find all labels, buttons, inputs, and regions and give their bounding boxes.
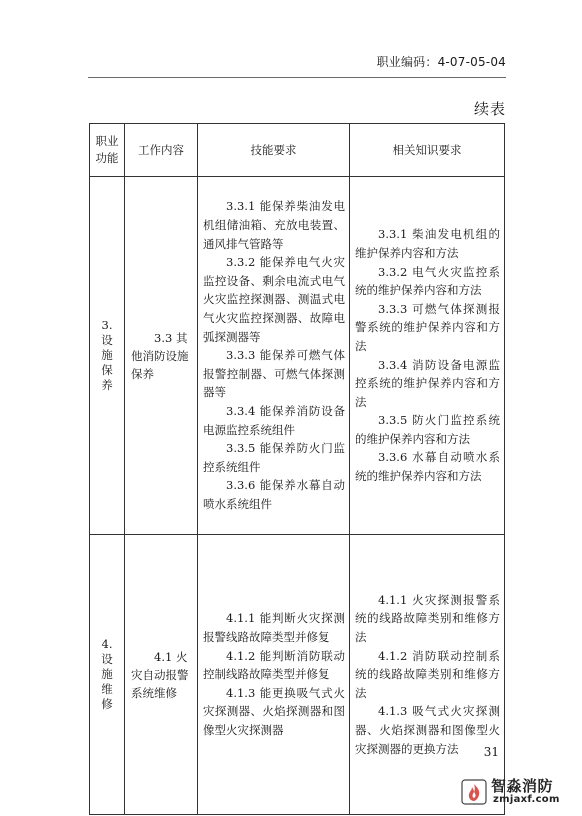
watermark-url: zmjaxf.com — [493, 794, 560, 805]
knowledge-item: 3.3.1 柴油发电机组的维护保养内容和方法 — [355, 227, 500, 260]
work-content-cell — [125, 535, 198, 815]
function-char: 保 — [101, 363, 113, 377]
skill-item: 3.3.4 能保养消防设备电源监控系统组件 — [203, 403, 345, 437]
skill-item: 3.3.6 能保养水幕自动喷水系统组件 — [203, 478, 345, 511]
skill-item: 3.3.1 能保养柴油发电机组储油箱、充放电装置、通风排气管路等 — [203, 199, 345, 251]
knowledge-item: 3.3.3 可燃气体探测报警系统的维护保养内容和方法 — [355, 301, 500, 353]
table-row — [90, 535, 505, 815]
knowledge-item: 4.1.1 火灾探测报警系统的线路故障类别和维修方法 — [355, 592, 500, 645]
skill-item: 4.1.3 能更换吸气式火灾探测器、火焰探测器和图像型火灾探测器 — [203, 685, 345, 737]
function-char: 施 — [101, 348, 113, 362]
function-char: 维 — [101, 682, 113, 696]
table-row — [90, 177, 505, 535]
header-work-content: 工作内容 — [125, 124, 198, 177]
header-knowledge: 相关知识要求 — [350, 124, 505, 177]
function-char: 修 — [101, 697, 113, 711]
function-char: 养 — [101, 378, 113, 392]
knowledge-item: 3.3.6 水幕自动喷水系统的维护保养内容和方法 — [355, 450, 500, 484]
flame-logo-icon — [459, 777, 489, 807]
skill-item: 4.1.2 能判断消防联动控制线路故障类型并修复 — [203, 648, 345, 682]
table-header-row — [90, 124, 505, 177]
knowledge-item: 3.3.2 电气火灾监控系统的维护保养内容和方法 — [355, 264, 500, 298]
skill-item: 3.3.2 能保养电气火灾监控设备、剩余电流式电气火灾监控探测器、测温式电气火灾监控探测器、故障电弧探测器等 — [203, 255, 345, 344]
skills-cell — [198, 177, 350, 535]
knowledge-item: 3.3.5 防火门监控系统的维护保养内容和方法 — [355, 413, 500, 446]
header-function-line1: 职业 — [95, 134, 119, 148]
occupation-code: 职业编码：4-07-05-04 — [376, 55, 506, 69]
knowledge-item: 4.1.2 消防联动控制系统的线路故障类别和维修方法 — [355, 648, 500, 700]
watermark-title: 智淼消防 — [491, 777, 554, 795]
header-skills: 技能要求 — [198, 124, 350, 177]
knowledge-item: 4.1.3 吸气式火灾探测器、火焰探测器和图像型火灾探测器的更换方法 — [355, 704, 500, 756]
work-content-cell — [125, 177, 198, 535]
page-number: 31 — [483, 745, 499, 759]
function-char: 设 — [101, 652, 113, 666]
skills-table — [89, 123, 505, 815]
knowledge-cell — [350, 177, 505, 535]
function-number: 4. — [101, 637, 113, 651]
skill-item: 3.3.3 能保养可燃气体报警控制器、可燃气体探测器等 — [203, 348, 345, 400]
header-function — [90, 124, 125, 177]
work-content-text: 4.1 火灾自动报警系统维修 — [131, 649, 189, 700]
watermark-logo — [459, 773, 571, 811]
skills-cell — [198, 535, 350, 815]
work-content-text: 3.3 其他消防设施保养 — [131, 330, 189, 381]
knowledge-item: 3.3.4 消防设备电源监控系统的维护保养内容和方法 — [355, 357, 500, 409]
skill-item: 3.3.5 能保养防火门监控系统组件 — [203, 441, 345, 474]
header-function-line2: 功能 — [95, 151, 119, 165]
function-char: 设 — [101, 333, 113, 347]
header-rule — [88, 77, 506, 78]
function-number: 3. — [101, 318, 113, 332]
function-cell — [90, 535, 125, 815]
function-char: 施 — [101, 667, 113, 681]
continued-label: 续表 — [473, 100, 506, 118]
function-cell — [90, 177, 125, 535]
skill-item: 4.1.1 能判断火灾探测报警线路故障类型并修复 — [203, 611, 345, 645]
